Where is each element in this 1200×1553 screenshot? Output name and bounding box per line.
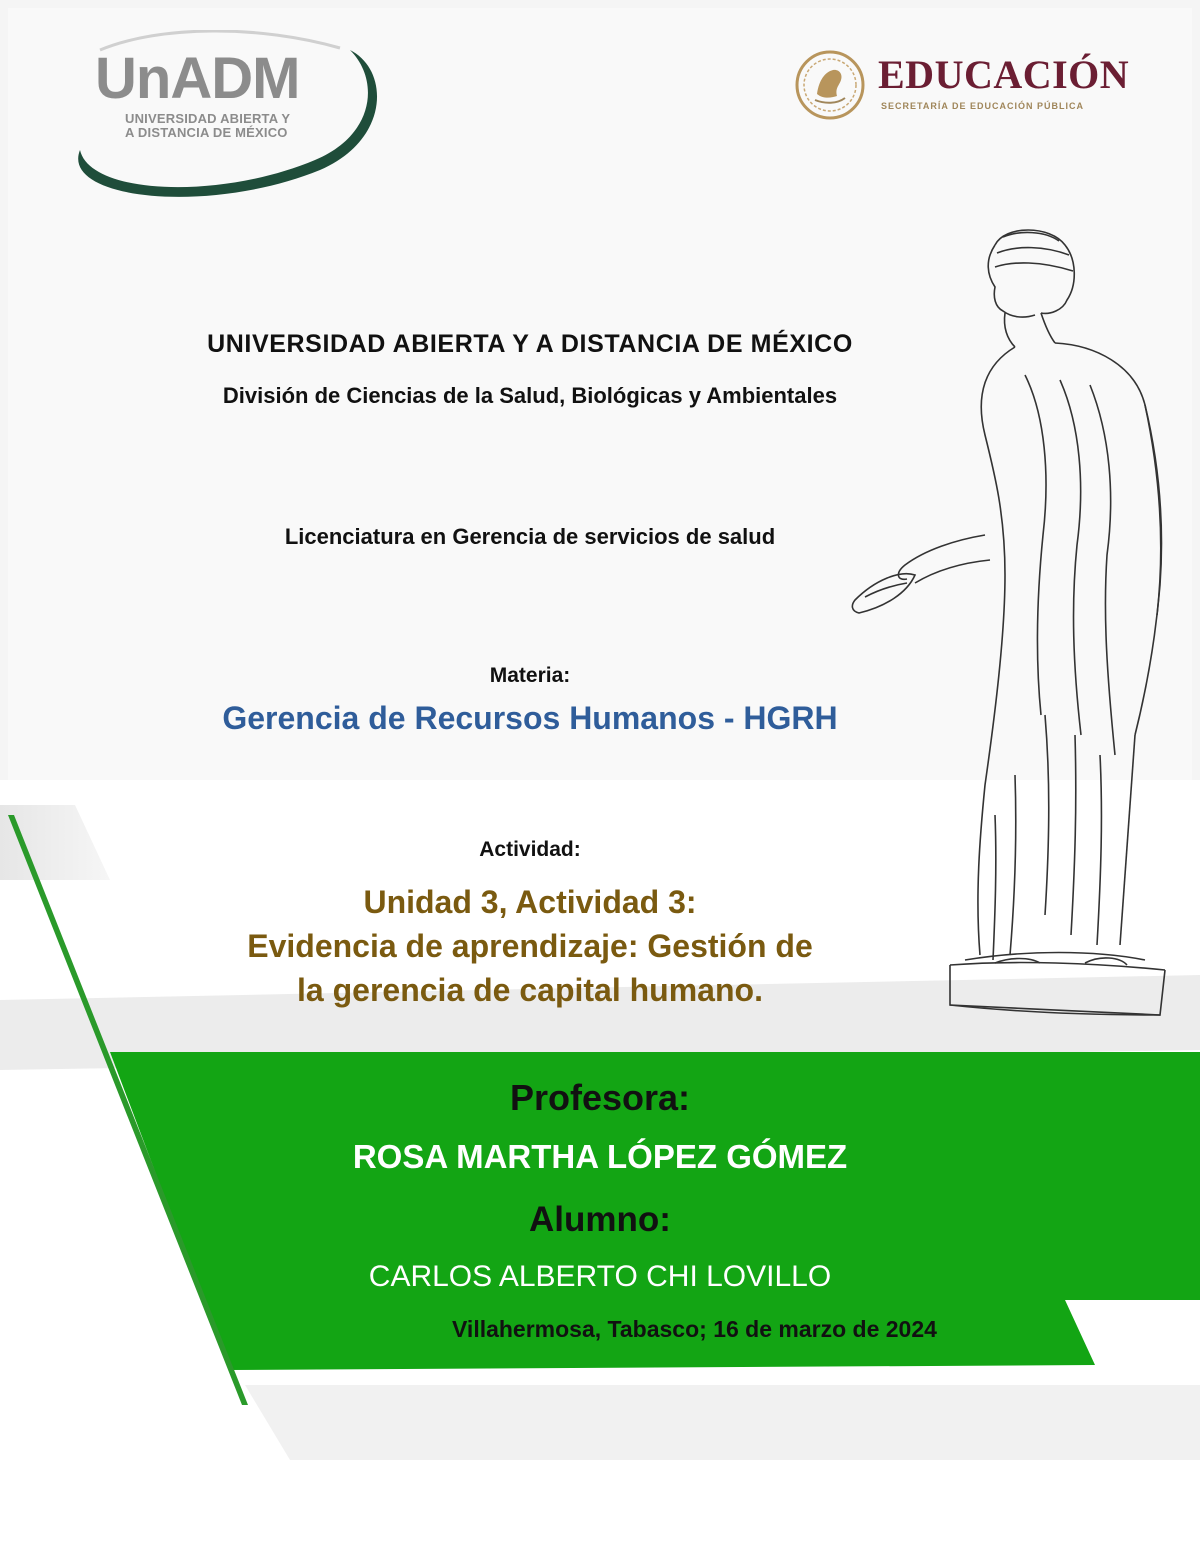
mexican-eagle-seal-icon [795,50,865,120]
unadm-subline [125,112,325,140]
unadm-subline-1: UNIVERSIDAD ABIERTA Y [125,111,291,126]
subject-label: Materia: [489,664,571,687]
unadm-subline-2: A DISTANCIA DE MÉXICO [125,125,288,140]
subject-name: Gerencia de Recursos Humanos - HGRH [222,700,838,736]
division-name: División de Ciencias de la Salud, Biológicas y Ambientales [222,383,838,408]
degree-name: Licenciatura en Gerencia de servicios de salud [284,524,776,549]
unadm-wordmark: UnADM [95,46,300,111]
activity-title-line: Evidencia de aprendizaje: Gestión de [247,928,813,964]
student-label: Alumno: [529,1200,671,1239]
sep-subtitle: SECRETARÍA DE EDUCACIÓN PÚBLICA [881,101,1085,111]
activity-title [80,880,980,1012]
professor-name: ROSA MARTHA LÓPEZ GÓMEZ [352,1138,848,1175]
student-name: CARLOS ALBERTO CHI LOVILLO [368,1260,832,1293]
activity-title-line: la gerencia de capital humano. [297,972,763,1008]
activity-title-line: Unidad 3, Actividad 3: [363,884,697,920]
sep-title: EDUCACIÓN [878,52,1130,97]
grey-stripe-3 [245,1385,1200,1460]
activity-label: Actividad: [479,838,581,861]
professor-label: Profesora: [509,1077,691,1118]
university-name: UNIVERSIDAD ABIERTA Y A DISTANCIA DE MÉXICO [207,330,853,358]
place-date: Villahermosa, Tabasco; 16 de marzo de 2024 [452,1316,937,1342]
